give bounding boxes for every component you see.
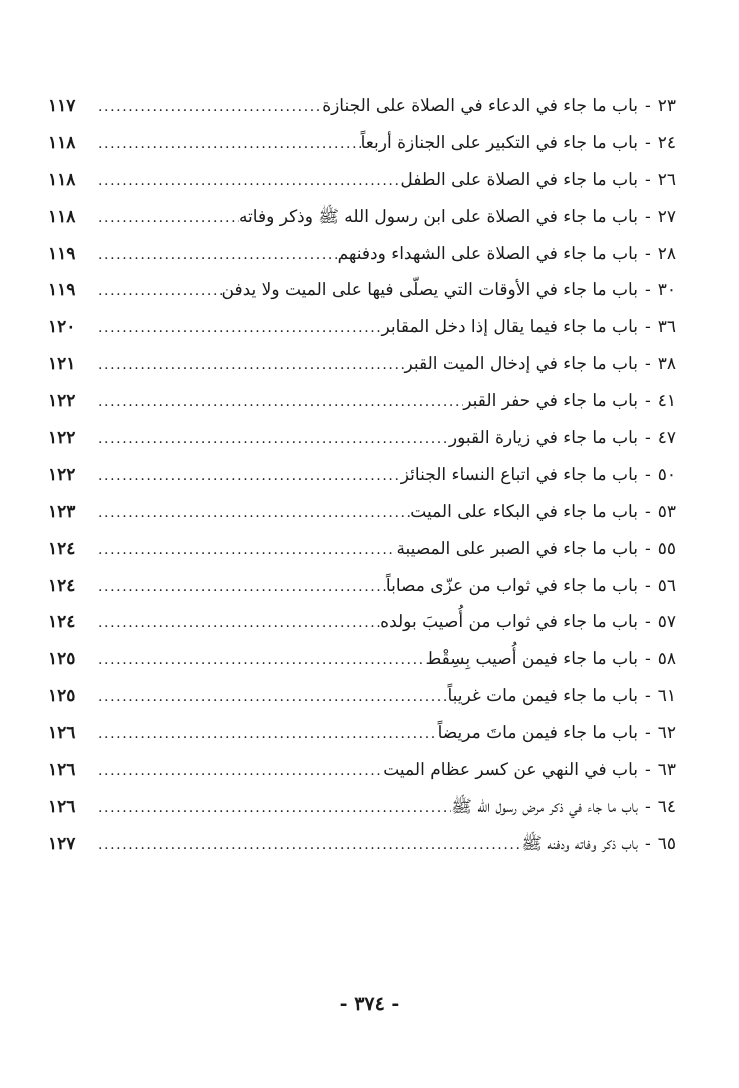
entry-page-number: ١٢٥ <box>48 649 76 670</box>
entry-number: ٣٦ <box>657 317 676 338</box>
dot-leader <box>92 790 451 827</box>
entry-number: ٣٨ <box>657 354 676 375</box>
dot-leader <box>92 642 425 679</box>
toc-entry <box>48 457 676 494</box>
entry-title: باب ما جاء في الصلاة على ابن رسول الله ﷺ وذكر وفاته <box>238 206 638 227</box>
entry-separator: - <box>644 169 651 190</box>
entry-separator: - <box>644 96 651 116</box>
dot-leader <box>92 237 338 274</box>
entry-separator: - <box>644 317 651 338</box>
toc-entry <box>48 383 676 420</box>
dot-leader <box>92 532 396 569</box>
dot-leader <box>92 495 410 532</box>
table-of-contents <box>48 88 676 863</box>
dot-leader <box>92 310 382 347</box>
entry-page-number: ١١٩ <box>48 280 76 301</box>
toc-entry <box>48 678 676 715</box>
entry-separator: - <box>644 206 651 227</box>
entry-title: باب ما جاء فيمن مات غريباً <box>447 686 638 707</box>
entry-title: باب ما جاء في الصبر على المصيبة <box>396 538 638 559</box>
entry-separator: - <box>644 428 651 449</box>
entry-separator: - <box>644 132 651 153</box>
entry-separator: - <box>644 354 651 375</box>
toc-entry <box>48 641 676 678</box>
entry-page-number: ١٢٥ <box>48 686 76 707</box>
entry-page-number: ١٢٤ <box>48 612 76 633</box>
entry-title: باب ما جاء في البكاء على الميت <box>410 501 638 522</box>
dot-leader <box>92 605 380 642</box>
entry-number: ٥٣ <box>657 501 676 522</box>
toc-entry <box>48 789 676 826</box>
entry-page-number: ١٢٧ <box>48 833 76 854</box>
entry-number: ٦١ <box>657 686 676 707</box>
entry-title: باب ما جاء في ثواب من أُصيبَ بولده <box>380 612 638 633</box>
entry-number: ٢٧ <box>657 206 676 227</box>
entry-number: ٢٤ <box>657 132 676 153</box>
toc-entry <box>48 272 676 309</box>
entry-page-number: ١٢٦ <box>48 760 76 781</box>
toc-entry <box>48 199 676 236</box>
entry-number: ٦٢ <box>657 723 676 744</box>
toc-entry <box>48 826 676 863</box>
toc-entry <box>48 604 676 641</box>
entry-number: ٥٥ <box>657 538 676 559</box>
entry-page-number: ١٢٢ <box>48 464 76 485</box>
toc-entry <box>48 494 676 531</box>
dot-leader <box>92 384 463 421</box>
entry-separator: - <box>644 796 651 817</box>
entry-title: باب ما جاء في الأوقات التي يصلّى فيها على الميت ولا يدفن <box>221 280 638 301</box>
toc-entry <box>48 531 676 568</box>
entry-number: ٦٥ <box>657 833 676 854</box>
entry-page-number: ١١٩ <box>48 243 76 264</box>
entry-page-number: ١٢٣ <box>48 501 76 522</box>
entry-title: باب ما جاء فيمن ماتَ مريضاً <box>437 723 638 744</box>
page-number-footer: - ٣٧٤ - <box>339 993 400 1015</box>
entry-title: باب ما جاء في ثواب من عزّى مصاباً <box>385 575 638 596</box>
dot-leader <box>92 126 361 163</box>
entry-number: ٤١ <box>657 391 676 412</box>
entry-title: باب ما جاء في الصلاة على الشهداء ودفنهم <box>337 243 638 264</box>
dot-leader <box>92 827 521 864</box>
entry-number: ٣٠ <box>657 280 676 301</box>
entry-page-number: ١٢٦ <box>48 723 76 744</box>
dot-leader <box>92 421 449 458</box>
entry-number: ٢٦ <box>657 169 676 190</box>
dot-leader <box>92 458 401 495</box>
entry-separator: - <box>644 464 651 485</box>
entry-number: ٥٠ <box>657 464 676 485</box>
entry-page-number: ١١٨ <box>48 206 76 227</box>
entry-separator: - <box>644 723 651 744</box>
entry-page-number: ١٢٦ <box>48 796 76 817</box>
toc-entry <box>48 346 676 383</box>
entry-title: باب ما جاء في الدعاء في الصلاة على الجنازة <box>322 96 638 116</box>
entry-separator: - <box>644 280 651 301</box>
entry-title: باب ذكر وفاته ودفنه ﷺ <box>521 833 638 854</box>
dot-leader <box>92 163 400 200</box>
entry-title: باب ما جاء فيما يقال إذا دخل المقابر <box>381 317 638 338</box>
entry-title: باب ما جاء في التكبير على الجنازة أربعاً <box>360 132 638 153</box>
dot-leader <box>92 569 386 606</box>
entry-number: ٢٣ <box>657 96 676 116</box>
entry-number: ٦٤ <box>657 796 676 817</box>
entry-title: باب ما جاء في زيارة القبور <box>448 428 638 449</box>
entry-page-number: ١١٨ <box>48 132 76 153</box>
entry-title: باب ما جاء فيمن أُصيب بِسِقْط <box>425 649 638 670</box>
toc-entry <box>48 236 676 273</box>
toc-entry <box>48 715 676 752</box>
entry-separator: - <box>644 833 651 854</box>
entry-number: ٥٨ <box>657 649 676 670</box>
entry-separator: - <box>644 243 651 264</box>
dot-leader <box>92 716 438 753</box>
toc-entry <box>48 309 676 346</box>
entry-title: باب ما جاء في ذكر مرض رسول الله ﷺ <box>451 796 638 817</box>
entry-number: ٦٣ <box>657 760 676 781</box>
entry-separator: - <box>644 391 651 412</box>
entry-title: باب ما جاء في اتباع النساء الجنائز <box>400 464 638 485</box>
entry-separator: - <box>644 649 651 670</box>
entry-page-number: ١٢٤ <box>48 575 76 596</box>
toc-entry <box>48 162 676 199</box>
dot-leader <box>92 273 222 310</box>
dot-leader <box>92 679 447 716</box>
entry-title: باب ما جاء في إدخال الميت القبر <box>404 354 638 375</box>
entry-page-number: ١٢٢ <box>48 391 76 412</box>
entry-separator: - <box>644 575 651 596</box>
entry-separator: - <box>644 686 651 707</box>
entry-page-number: ١٢٢ <box>48 428 76 449</box>
entry-separator: - <box>644 760 651 781</box>
entry-page-number: ١٢٠ <box>48 317 76 338</box>
toc-entry <box>48 125 676 162</box>
entry-number: ٤٧ <box>657 428 676 449</box>
entry-title: باب ما جاء في الصلاة على الطفل <box>400 169 638 190</box>
toc-entry <box>48 568 676 605</box>
entry-page-number: ١١٧ <box>48 96 76 116</box>
entry-separator: - <box>644 612 651 633</box>
entry-separator: - <box>644 501 651 522</box>
toc-entry <box>48 420 676 457</box>
toc-entry <box>48 88 676 125</box>
dot-leader <box>92 347 404 384</box>
entry-number: ٥٦ <box>657 575 676 596</box>
entry-separator: - <box>644 538 651 559</box>
entry-title: باب في النهي عن كسر عظام الميت <box>383 760 638 781</box>
entry-number: ٢٨ <box>657 243 676 264</box>
dot-leader <box>92 753 383 790</box>
entry-page-number: ١١٨ <box>48 169 76 190</box>
entry-number: ٥٧ <box>657 612 676 633</box>
toc-entry <box>48 752 676 789</box>
entry-page-number: ١٢٤ <box>48 538 76 559</box>
dot-leader <box>92 89 322 126</box>
entry-page-number: ١٢١ <box>48 354 76 375</box>
dot-leader <box>92 200 239 237</box>
entry-title: باب ما جاء في حفر القبر <box>463 391 638 412</box>
